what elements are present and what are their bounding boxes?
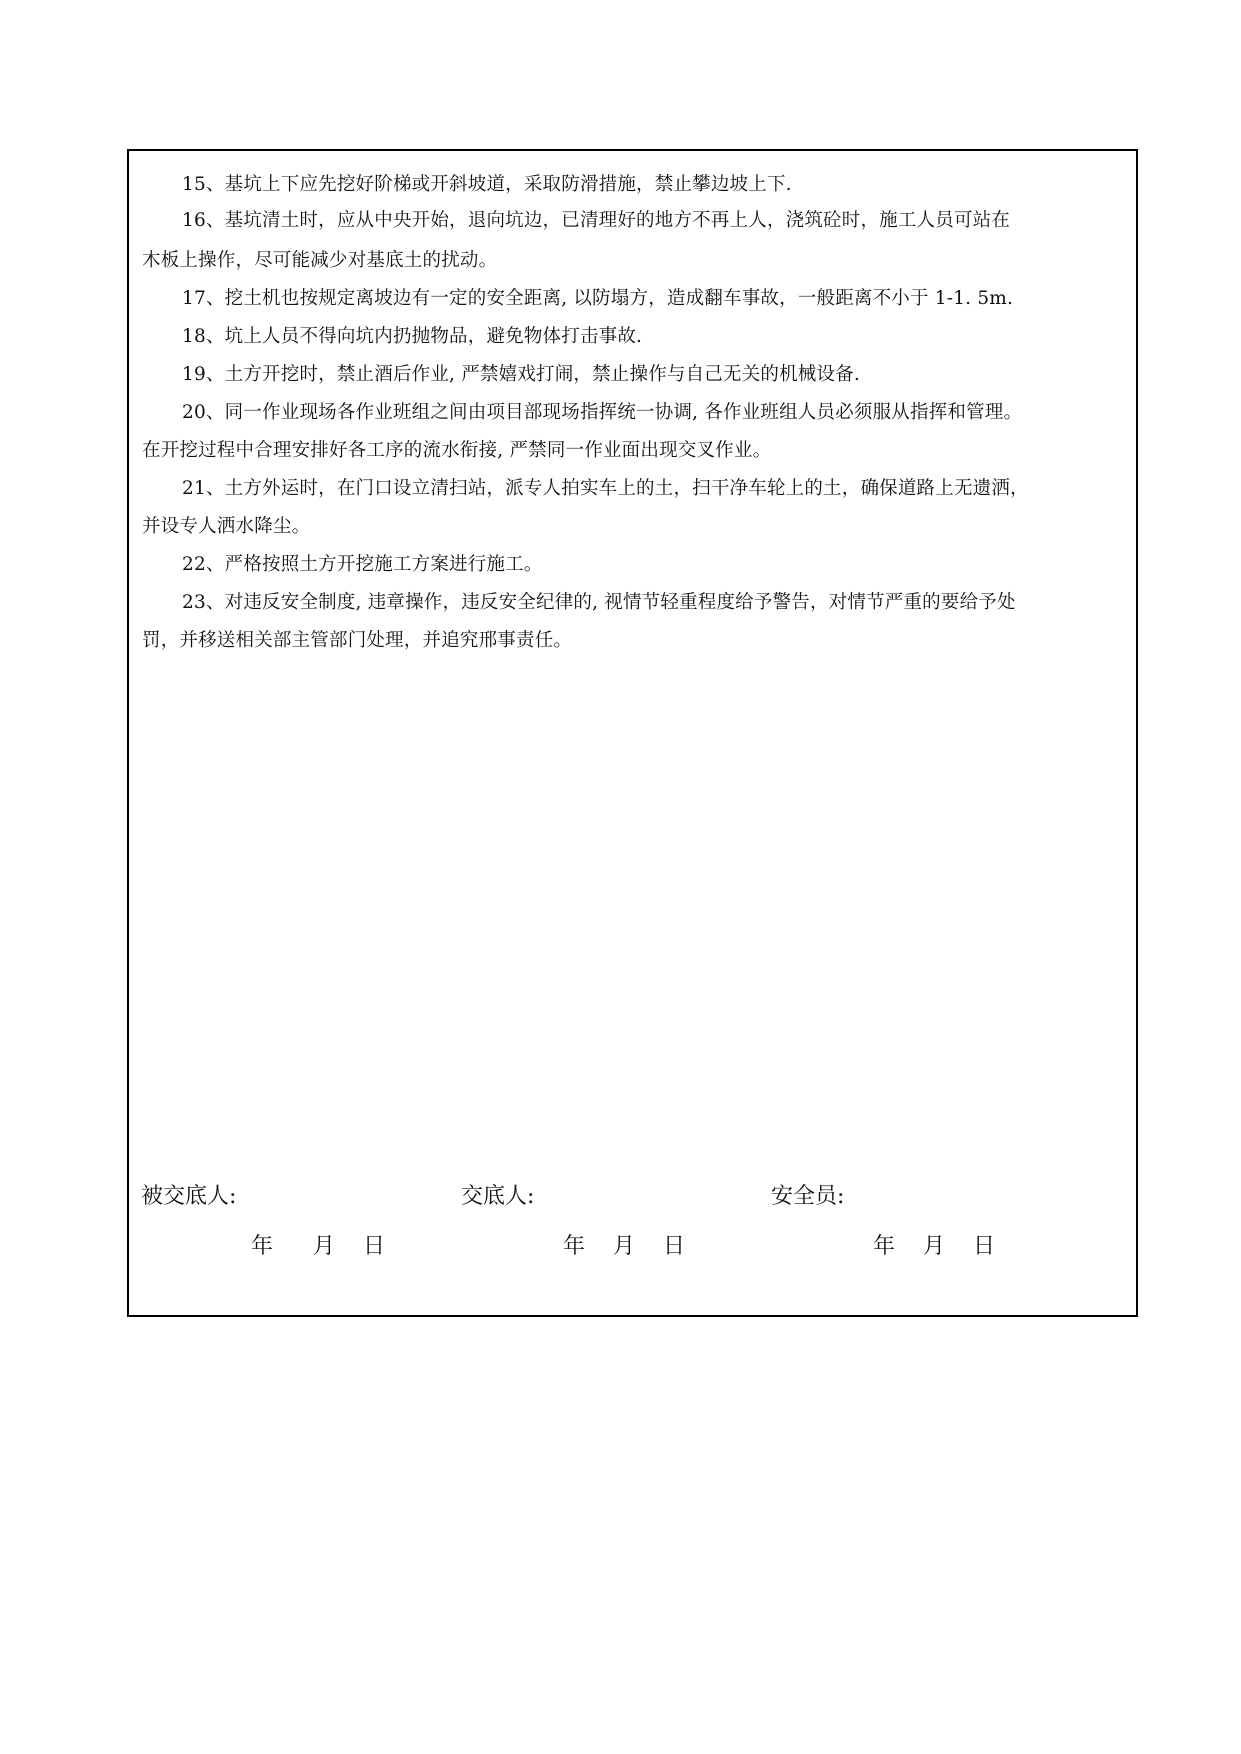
item-23-line-1: 23、对违反安全制度, 违章操作，违反安全纪律的, 视情节轻重程度给予警告，对情节严重的要给予处 — [182, 592, 1016, 613]
item-16-line-2: 木板上操作，尽可能减少对基底土的扰动。 — [142, 250, 498, 271]
safety-officer-date-year: 年 — [873, 1234, 896, 1259]
item-16-line-1: 16、基坑清土时，应从中央开始，退向坑边，已清理好的地方不再上人，浇筑砼时，施工人员可站在 — [182, 210, 1011, 231]
discloser-date-day: 日 — [663, 1234, 686, 1259]
discloser-date-year: 年 — [563, 1234, 586, 1259]
recipient-date-year: 年 — [251, 1234, 274, 1259]
item-20-line-2: 在开挖过程中合理安排好各工序的流水衔接, 严禁同一作业面出现交叉作业。 — [142, 440, 772, 461]
disclosure-table-frame — [127, 149, 1138, 1317]
item-19-line-1: 19、土方开挖时，禁止酒后作业, 严禁嬉戏打闹，禁止操作与自己无关的机械设备. — [182, 364, 860, 385]
item-20-line-1: 20、同一作业现场各作业班组之间由项目部现场指挥统一协调, 各作业班组人员必须服从指挥和管理。 — [182, 402, 1023, 423]
discloser-label: 交底人: — [461, 1184, 535, 1209]
safety-officer-label: 安全员: — [771, 1184, 845, 1209]
item-15-line-1: 15、基坑上下应先挖好阶梯或开斜坡道，采取防滑措施，禁止攀边坡上下. — [182, 174, 792, 195]
item-21-line-2: 并设专人洒水降尘。 — [142, 516, 311, 537]
item-18-line-1: 18、坑上人员不得向坑内扔抛物品，避免物体打击事故. — [182, 326, 643, 347]
recipient-label: 被交底人: — [141, 1184, 237, 1209]
recipient-date-month: 月 — [313, 1234, 336, 1259]
safety-officer-date-month: 月 — [923, 1234, 946, 1259]
item-22-line-1: 22、严格按照土方开挖施工方案进行施工。 — [182, 554, 543, 575]
item-17-line-1: 17、挖土机也按规定离坡边有一定的安全距离, 以防塌方，造成翻车事故，一般距离不小于 1-1. 5m. — [182, 288, 1014, 309]
item-21-line-1: 21、土方外运时，在门口设立清扫站，派专人拍实车上的土，扫干净车轮上的土，确保道路上无遗洒， — [182, 478, 1029, 499]
safety-officer-date-day: 日 — [973, 1234, 996, 1259]
discloser-date-month: 月 — [613, 1234, 636, 1259]
item-23-line-2: 罚，并移送相关部主管部门处理，并追究邢事责任。 — [142, 630, 573, 651]
recipient-date-day: 日 — [363, 1234, 386, 1259]
